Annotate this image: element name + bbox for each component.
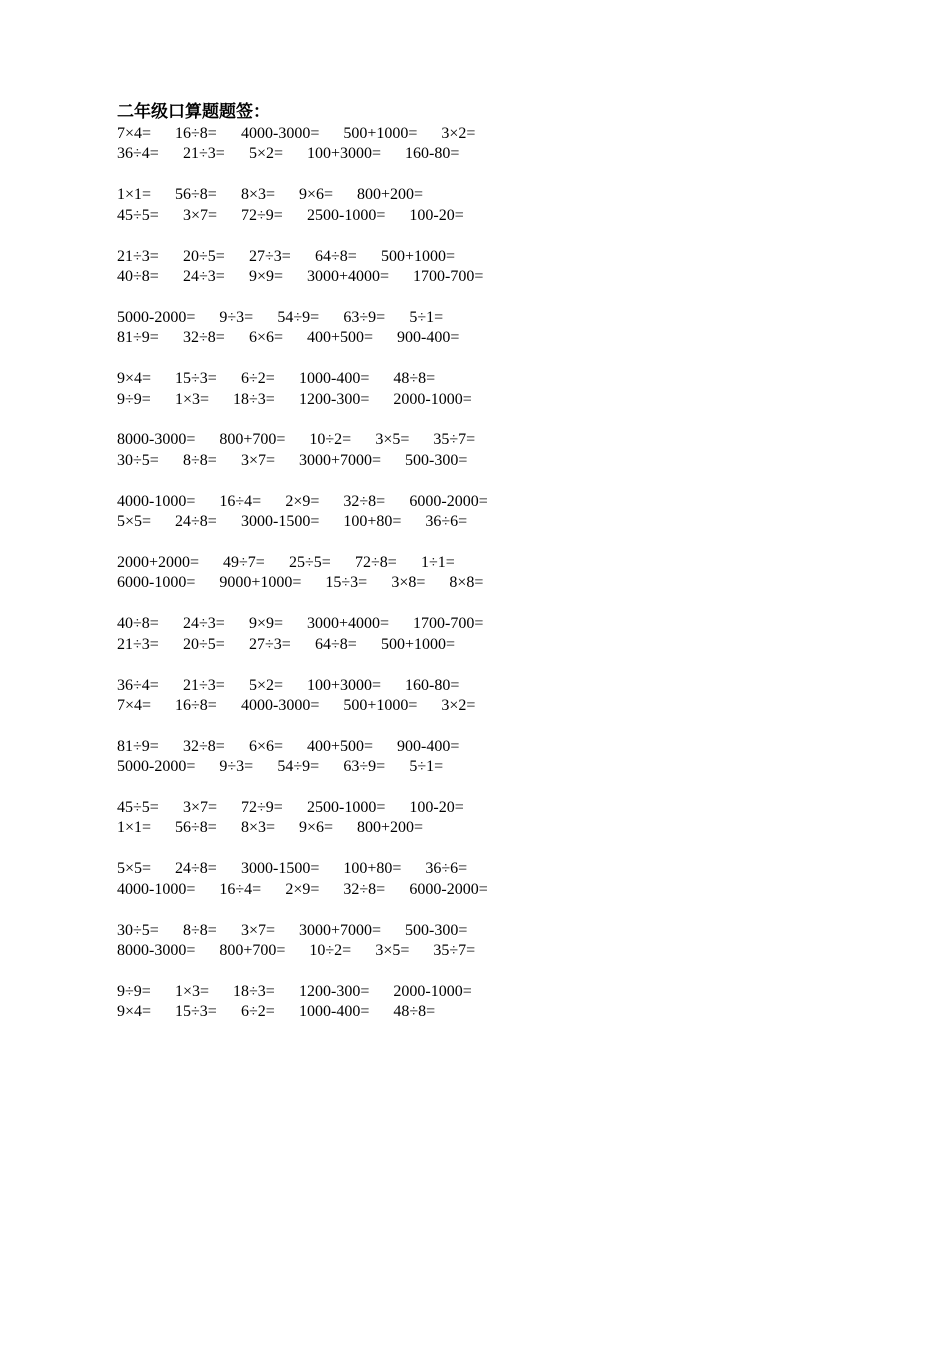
math-problem: 6000-2000= <box>409 492 488 510</box>
math-problem: 8÷8= <box>183 921 217 939</box>
math-problem: 45÷5= <box>117 799 159 817</box>
problem-row <box>117 553 877 573</box>
math-problem: 3×2= <box>441 125 476 142</box>
math-problem: 4000-1000= <box>117 492 196 510</box>
problem-group <box>117 798 877 839</box>
math-problem: 15÷3= <box>175 370 217 388</box>
math-problem: 9×6= <box>299 186 334 204</box>
math-problem: 6×6= <box>249 329 284 347</box>
math-problem: 48÷8= <box>393 1003 436 1021</box>
problem-row <box>117 451 877 471</box>
math-problem: 500-300= <box>405 921 468 939</box>
math-problem: 8×8= <box>449 574 484 592</box>
math-problem: 72÷9= <box>241 206 283 224</box>
math-problem: 24÷3= <box>183 267 225 285</box>
math-problem: 3000+4000= <box>307 615 390 633</box>
math-problem: 8000-3000= <box>117 942 196 960</box>
problem-group <box>117 308 877 349</box>
math-problem: 100+3000= <box>307 676 382 694</box>
math-problem: 6000-1000= <box>117 574 196 592</box>
problem-row <box>117 757 877 777</box>
math-problem: 1000-400= <box>299 1003 370 1021</box>
problem-group <box>117 185 877 226</box>
math-problem: 21÷3= <box>183 676 225 694</box>
math-problem: 64÷8= <box>315 247 357 265</box>
math-problem: 3×7= <box>183 799 218 817</box>
math-problem: 5×5= <box>117 513 152 531</box>
math-problem: 9×9= <box>249 615 284 633</box>
math-problem: 72÷9= <box>241 799 283 817</box>
math-problem: 21÷3= <box>183 145 225 163</box>
math-problem: 32÷8= <box>343 880 386 898</box>
math-problem: 45÷5= <box>117 206 159 224</box>
problem-groups <box>117 124 877 1023</box>
math-problem: 40÷8= <box>117 615 159 633</box>
math-problem: 21÷3= <box>117 247 159 265</box>
math-problem: 5÷1= <box>409 308 444 326</box>
math-problem: 1000-400= <box>299 370 370 388</box>
problem-row <box>117 635 877 655</box>
math-problem: 48÷8= <box>393 370 436 388</box>
math-problem: 24÷8= <box>175 513 217 531</box>
math-problem: 7×4= <box>117 696 152 714</box>
math-problem: 1×3= <box>175 390 210 408</box>
problem-row <box>117 308 877 328</box>
problem-group <box>117 737 877 778</box>
math-problem: 9÷9= <box>117 982 151 1000</box>
problem-row <box>117 206 877 226</box>
math-problem: 25÷5= <box>289 553 331 571</box>
math-problem: 8×3= <box>241 186 276 204</box>
problem-group <box>117 124 877 165</box>
math-problem: 8×3= <box>241 819 276 837</box>
math-problem: 160-80= <box>405 145 460 163</box>
math-problem: 6000-2000= <box>409 880 488 898</box>
math-problem: 6÷2= <box>241 1003 275 1021</box>
math-problem: 5×2= <box>249 145 284 163</box>
problem-row <box>117 390 877 410</box>
math-problem: 72÷8= <box>355 553 397 571</box>
math-problem: 500+1000= <box>381 247 456 265</box>
math-problem: 3×2= <box>441 696 476 714</box>
math-problem: 40÷8= <box>117 267 159 285</box>
math-problem: 3×5= <box>375 942 410 960</box>
math-problem: 100+80= <box>343 860 402 878</box>
math-problem: 21÷3= <box>117 635 159 653</box>
math-problem: 1200-300= <box>299 390 370 408</box>
problem-group <box>117 676 877 717</box>
math-problem: 36÷6= <box>425 513 468 531</box>
math-problem: 900-400= <box>397 329 460 347</box>
problem-row <box>117 430 877 450</box>
problem-row <box>117 696 877 716</box>
math-problem: 9×9= <box>249 267 284 285</box>
math-problem: 500-300= <box>405 451 468 469</box>
math-problem: 500+1000= <box>381 635 456 653</box>
problem-group <box>117 247 877 288</box>
problem-row <box>117 492 877 512</box>
problem-row <box>117 328 877 348</box>
math-problem: 800+700= <box>219 942 286 960</box>
math-problem: 9×4= <box>117 370 152 388</box>
math-problem: 24÷3= <box>183 615 225 633</box>
math-problem: 1×1= <box>117 186 152 204</box>
problem-row <box>117 1002 877 1022</box>
math-problem: 1200-300= <box>299 982 370 1000</box>
math-problem: 1700-700= <box>413 267 484 285</box>
math-problem: 1×1= <box>117 819 152 837</box>
problem-row <box>117 880 877 900</box>
math-problem: 800+200= <box>357 819 424 837</box>
math-problem: 10÷2= <box>309 431 352 449</box>
math-problem: 2×9= <box>285 880 320 898</box>
problem-row <box>117 859 877 879</box>
problem-row <box>117 144 877 164</box>
math-problem: 7×4= <box>117 125 152 142</box>
math-problem: 10÷2= <box>309 942 352 960</box>
math-problem: 9000+1000= <box>219 574 302 592</box>
math-problem: 2500-1000= <box>307 206 386 224</box>
math-problem: 3×7= <box>241 921 276 939</box>
math-problem: 20÷5= <box>183 635 225 653</box>
math-problem: 5×5= <box>117 860 152 878</box>
worksheet <box>117 102 877 1043</box>
math-problem: 36÷4= <box>117 145 159 163</box>
problem-row <box>117 798 877 818</box>
math-problem: 20÷5= <box>183 247 225 265</box>
problem-row <box>117 185 877 205</box>
math-problem: 81÷9= <box>117 329 159 347</box>
math-problem: 16÷4= <box>219 880 262 898</box>
math-problem: 18÷3= <box>233 390 275 408</box>
math-problem: 16÷8= <box>175 125 217 142</box>
math-problem: 36÷4= <box>117 676 159 694</box>
math-problem: 500+1000= <box>343 125 418 142</box>
math-problem: 16÷8= <box>175 696 217 714</box>
math-problem: 27÷3= <box>249 635 291 653</box>
math-problem: 2×9= <box>285 492 320 510</box>
math-problem: 18÷3= <box>233 982 275 1000</box>
math-problem: 4000-1000= <box>117 880 196 898</box>
math-problem: 30÷5= <box>117 921 159 939</box>
math-problem: 900-400= <box>397 737 460 755</box>
math-problem: 9÷3= <box>219 758 254 776</box>
problem-row <box>117 124 877 144</box>
math-problem: 100-20= <box>409 799 464 817</box>
math-problem: 56÷8= <box>175 819 217 837</box>
math-problem: 100+80= <box>343 513 402 531</box>
math-problem: 400+500= <box>307 329 374 347</box>
math-problem: 100-20= <box>409 206 464 224</box>
math-problem: 1×3= <box>175 982 210 1000</box>
math-problem: 35÷7= <box>433 431 476 449</box>
math-problem: 6×6= <box>249 737 284 755</box>
math-problem: 5000-2000= <box>117 308 196 326</box>
math-problem: 2000-1000= <box>393 390 472 408</box>
math-problem: 2000-1000= <box>393 982 472 1000</box>
math-problem: 9×4= <box>117 1003 152 1021</box>
math-problem: 3000+4000= <box>307 267 390 285</box>
page-title: 二年级口算题题签： <box>117 102 270 121</box>
problem-row <box>117 369 877 389</box>
math-problem: 9×6= <box>299 819 334 837</box>
math-problem: 3000-1500= <box>241 513 320 531</box>
problem-row <box>117 818 877 838</box>
math-problem: 160-80= <box>405 676 460 694</box>
math-problem: 8÷8= <box>183 451 217 469</box>
problem-row <box>117 737 877 757</box>
math-problem: 4000-3000= <box>241 696 320 714</box>
math-problem: 24÷8= <box>175 860 217 878</box>
math-problem: 32÷8= <box>343 492 386 510</box>
problem-group <box>117 921 877 962</box>
math-problem: 32÷8= <box>183 329 225 347</box>
problem-row <box>117 982 877 1002</box>
problem-row <box>117 676 877 696</box>
problem-group <box>117 859 877 900</box>
problem-group <box>117 430 877 471</box>
math-problem: 35÷7= <box>433 942 476 960</box>
math-problem: 30÷5= <box>117 451 159 469</box>
math-problem: 9÷9= <box>117 390 151 408</box>
problem-row <box>117 614 877 634</box>
math-problem: 500+1000= <box>343 696 418 714</box>
problem-row <box>117 512 877 532</box>
math-problem: 3×8= <box>391 574 426 592</box>
problem-row <box>117 247 877 267</box>
math-problem: 63÷9= <box>343 308 386 326</box>
problem-group <box>117 492 877 533</box>
math-problem: 5000-2000= <box>117 758 196 776</box>
problem-group <box>117 614 877 655</box>
math-problem: 15÷3= <box>175 1003 217 1021</box>
problem-row <box>117 573 877 593</box>
problem-row <box>117 941 877 961</box>
math-problem: 5÷1= <box>409 758 444 776</box>
math-problem: 27÷3= <box>249 247 291 265</box>
math-problem: 16÷4= <box>219 492 262 510</box>
math-problem: 3×5= <box>375 431 410 449</box>
problem-group <box>117 982 877 1023</box>
math-problem: 5×2= <box>249 676 284 694</box>
math-problem: 8000-3000= <box>117 431 196 449</box>
math-problem: 54÷9= <box>277 758 320 776</box>
math-problem: 56÷8= <box>175 186 217 204</box>
math-problem: 400+500= <box>307 737 374 755</box>
math-problem: 9÷3= <box>219 308 254 326</box>
math-problem: 15÷3= <box>325 574 368 592</box>
math-problem: 6÷2= <box>241 370 275 388</box>
problem-row <box>117 921 877 941</box>
math-problem: 100+3000= <box>307 145 382 163</box>
math-problem: 54÷9= <box>277 308 320 326</box>
problem-row <box>117 267 877 287</box>
math-problem: 3×7= <box>241 451 276 469</box>
math-problem: 63÷9= <box>343 758 386 776</box>
math-problem: 32÷8= <box>183 737 225 755</box>
math-problem: 64÷8= <box>315 635 357 653</box>
math-problem: 49÷7= <box>223 553 265 571</box>
problem-group <box>117 369 877 410</box>
math-problem: 3×7= <box>183 206 218 224</box>
math-problem: 81÷9= <box>117 737 159 755</box>
math-problem: 4000-3000= <box>241 125 320 142</box>
problem-group <box>117 553 877 594</box>
math-problem: 800+200= <box>357 186 424 204</box>
math-problem: 3000+7000= <box>299 921 382 939</box>
math-problem: 3000+7000= <box>299 451 382 469</box>
math-problem: 1÷1= <box>421 553 455 571</box>
math-problem: 1700-700= <box>413 615 484 633</box>
math-problem: 2500-1000= <box>307 799 386 817</box>
math-problem: 3000-1500= <box>241 860 320 878</box>
math-problem: 800+700= <box>219 431 286 449</box>
math-problem: 2000+2000= <box>117 553 200 571</box>
math-problem: 36÷6= <box>425 860 468 878</box>
